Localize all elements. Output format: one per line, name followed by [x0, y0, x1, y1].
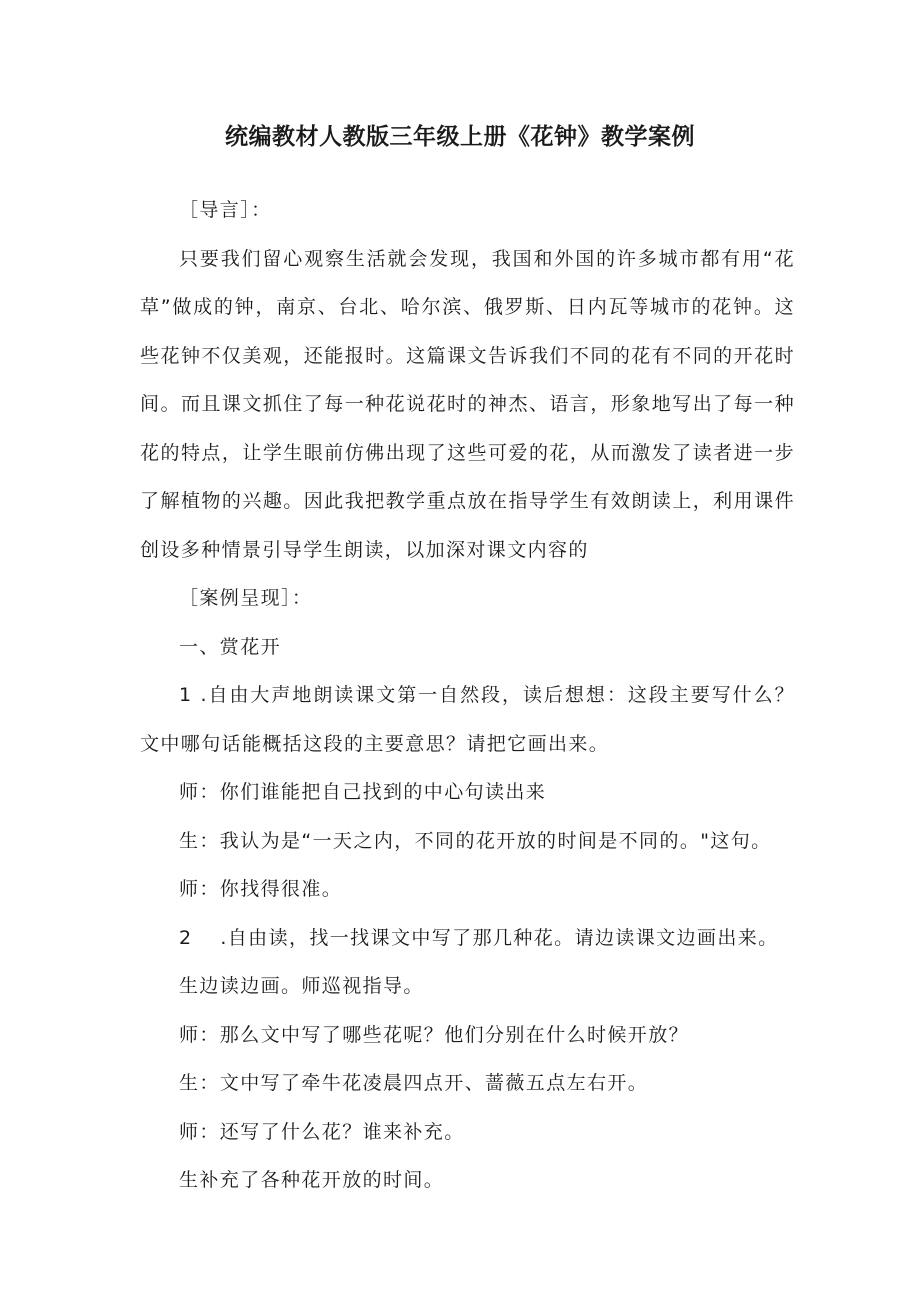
dialogue-line: 师：你们谁能把自己找到的中心句读出来: [179, 781, 547, 803]
dialogue-line: 生：我认为是“一天之内，不同的花开放的时间是不同的。"这句。: [179, 829, 772, 852]
dialogue-line: 生边读边画。师巡视指导。: [179, 975, 424, 997]
section-one-heading: 一、赏花开: [179, 635, 282, 658]
document-title: 统编教材人教版三年级上册《花钟》教学案例: [225, 124, 695, 150]
dialogue-line: 师：你找得很准。: [179, 878, 343, 900]
intro-heading: ［导言］：: [179, 199, 272, 221]
dialogue-line: 师：还写了什么花？谁来补充。: [179, 1120, 465, 1143]
document-body: [140, 186, 795, 1205]
dialogue-line: 生补充了各种花开放的时间。: [179, 1169, 445, 1191]
intro-paragraph: 只要我们留心观察生活就会发现，我国和外国的许多城市都有用“花草”做成的钟，南京、台北、哈尔滨、俄罗斯、日内瓦等城市的花钟。这些花钟不仅美观，还能报时。这篇课文告诉我们不同的花有不同的开花时间。而且课文抓住了每一种花说花时的神杰、语言，形象地写出了每一种花的特点，让学生眼前仿佛出现了这些可爱的花，从而激发了读者进一步了解植物的兴趣。因此我把教学重点放在指导学生有效朗读上，利用课件创设多种情景引导学生朗读，以加深对课文内容的: [140, 247, 795, 561]
dialogue-line: 生：文中写了牵牛花凌晨四点开、蔷薇五点左右开。: [179, 1072, 649, 1094]
case-heading: ［案例呈现］：: [179, 587, 313, 609]
item-two-paragraph: 2 .自由读，找一找课文中写了那几种花。请边读课文边画出来。: [179, 926, 779, 949]
item-one-paragraph: 1 .自由大声地朗读课文第一自然段，读后想想：这段主要写什么？文中哪句话能概括这段的主要意思？请把它画出来。: [140, 684, 795, 755]
dialogue-line: 师：那么文中写了哪些花呢？他们分别在什么时候开放？: [179, 1023, 690, 1046]
